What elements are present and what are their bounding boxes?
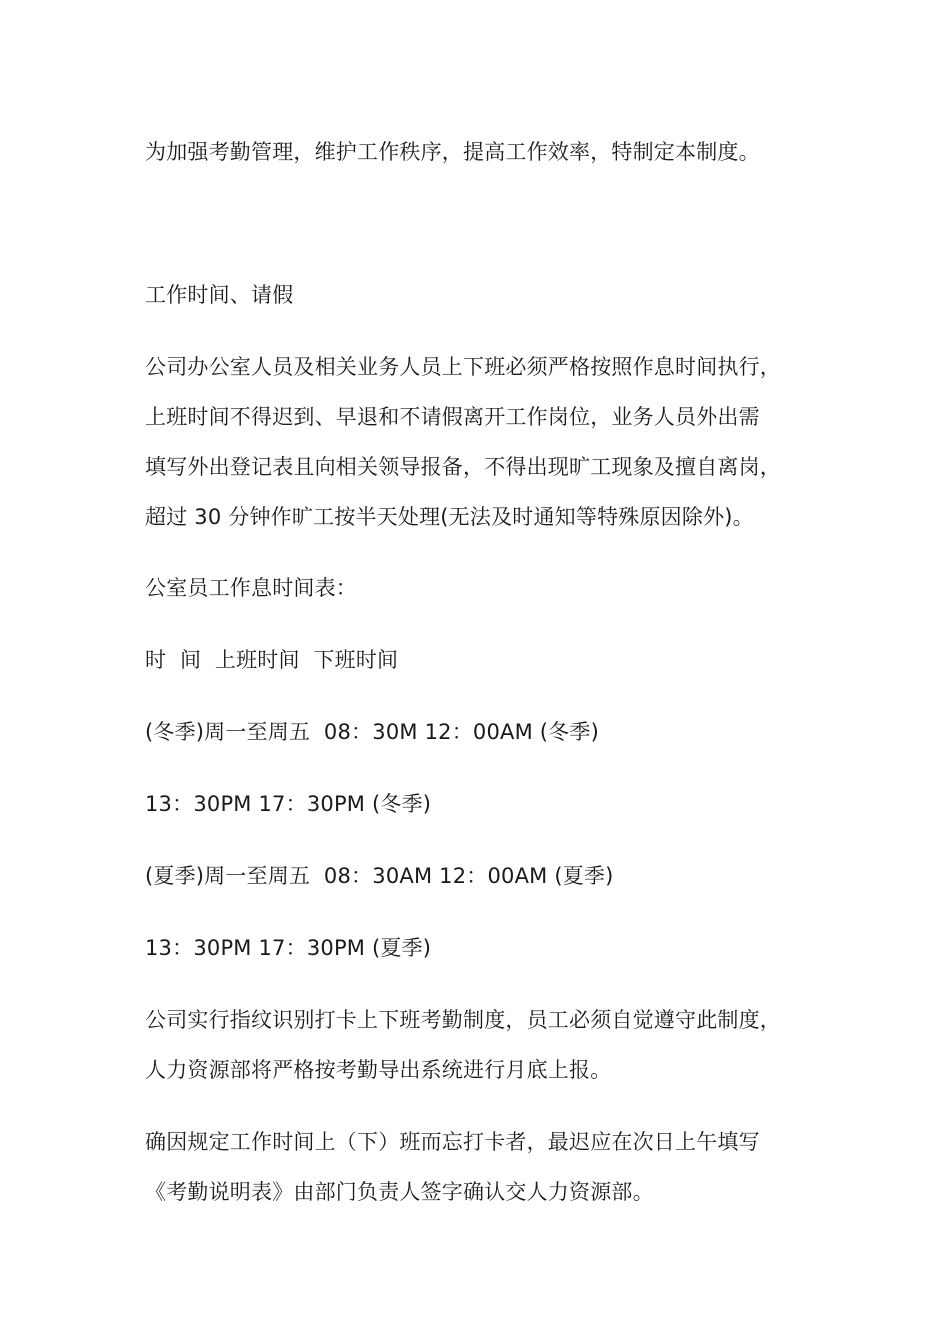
- schedule-title: 公室员工作息时间表：: [145, 576, 357, 600]
- schedule-header: 时 间 上班时间 下班时间: [145, 648, 399, 672]
- schedule-row: (冬季)周一至周五 08：30M 12：00AM (冬季): [145, 720, 599, 744]
- schedule-row: 13：30PM 17：30PM (冬季): [145, 792, 432, 816]
- schedule-row: 13：30PM 17：30PM (夏季): [145, 936, 432, 960]
- schedule-row: (夏季)周一至周五 08：30AM 12：00AM (夏季): [145, 864, 614, 888]
- paragraph1-line: 上班时间不得迟到、早退和不请假离开工作岗位，业务人员外出需: [145, 405, 760, 429]
- paragraph2-line: 公司实行指纹识别打卡上下班考勤制度，员工必须自觉遵守此制度，: [145, 1008, 781, 1032]
- paragraph1-line: 填写外出登记表且向相关领导报备，不得出现旷工现象及擅自离岗，: [145, 455, 781, 479]
- paragraph1-line: 公司办公室人员及相关业务人员上下班必须严格按照作息时间执行，: [145, 355, 781, 379]
- paragraph1-line: 超过 30 分钟作旷工按半天处理(无法及时通知等特殊原因除外)。: [145, 505, 754, 529]
- section-title: 工作时间、请假: [145, 283, 294, 307]
- paragraph3-line: 《考勤说明表》由部门负责人签字确认交人力资源部。: [145, 1180, 654, 1204]
- intro-text: 为加强考勤管理，维护工作秩序，提高工作效率，特制定本制度。: [145, 140, 760, 164]
- paragraph2-line: 人力资源部将严格按考勤导出系统进行月底上报。: [145, 1058, 612, 1082]
- paragraph3-line: 确因规定工作时间上（下）班而忘打卡者，最迟应在次日上午填写: [145, 1130, 760, 1154]
